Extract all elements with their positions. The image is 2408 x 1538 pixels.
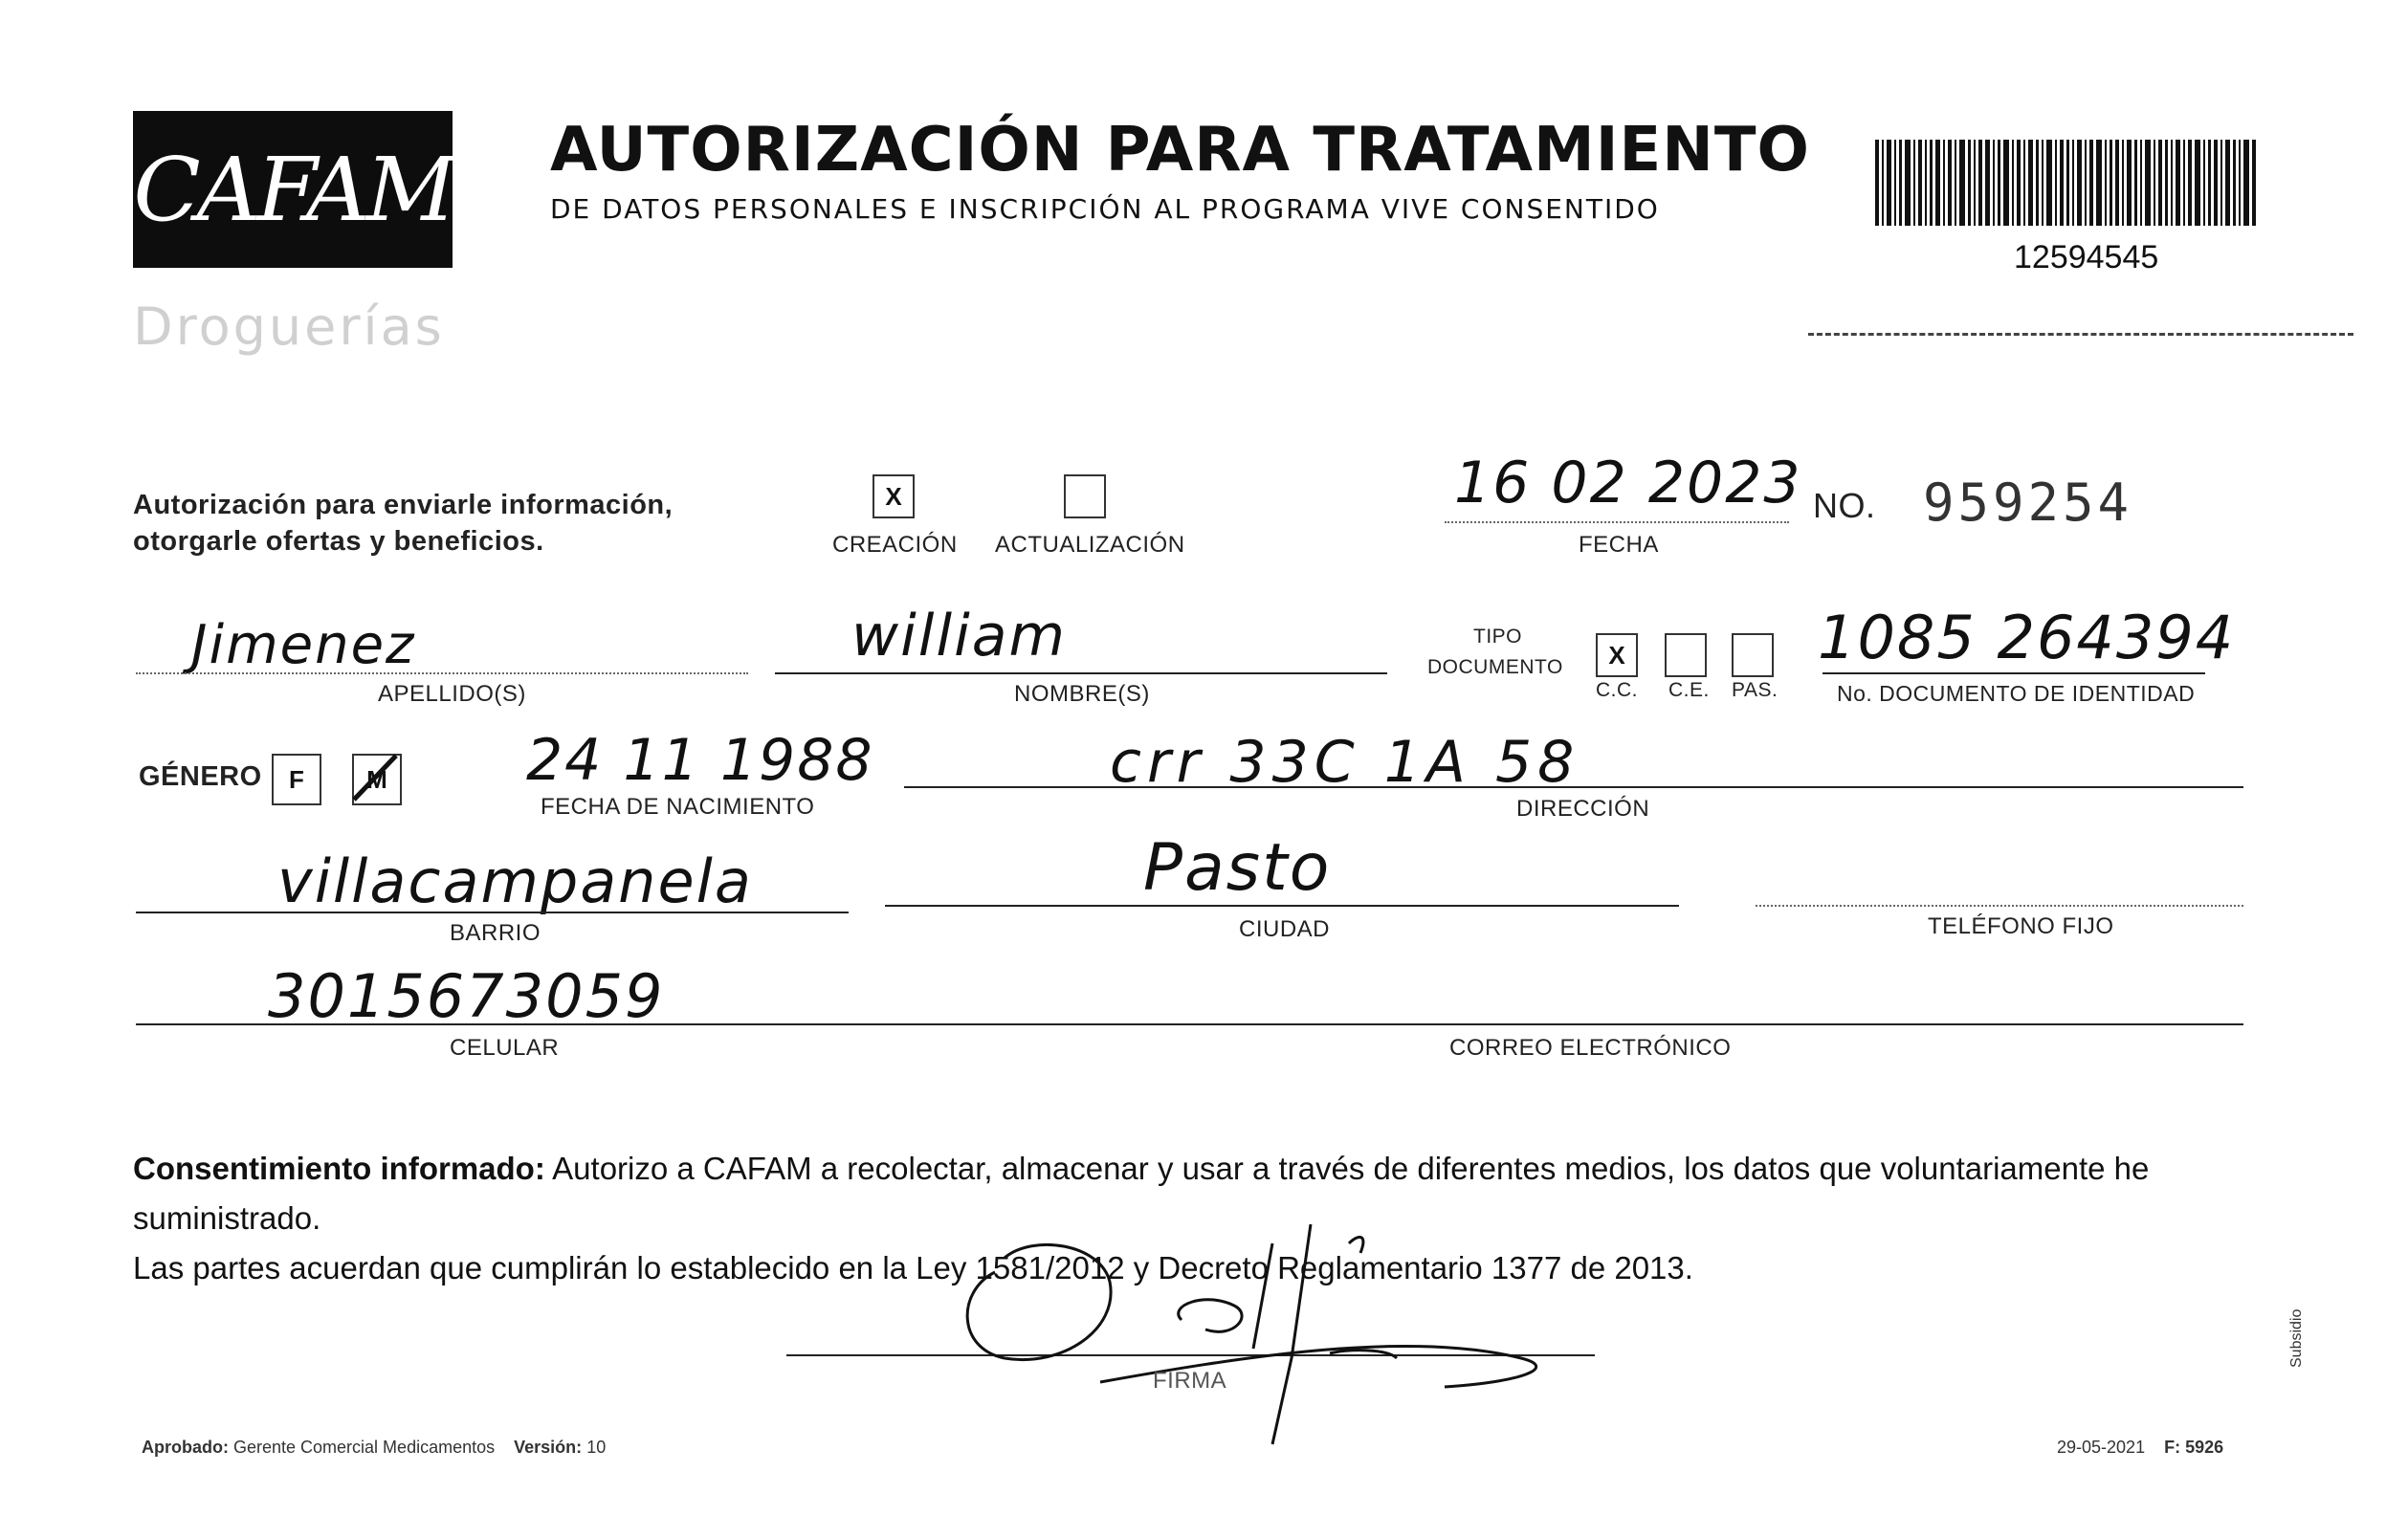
date-label: FECHA xyxy=(1579,532,1659,558)
mobile-value[interactable]: 3015673059 xyxy=(268,961,665,1031)
doc-number-line xyxy=(1823,672,2205,674)
name-value[interactable]: william xyxy=(851,603,1067,670)
surname-line xyxy=(136,672,748,674)
consent-text-2: Las partes acuerdan que cumplirán lo establecido en la Ley 1581/2012 y Decreto Reglamentario 1377 de 2013. xyxy=(133,1250,1693,1285)
neighborhood-value[interactable]: villacampanela xyxy=(277,846,753,916)
date-line xyxy=(1445,521,1789,523)
gender-f-label: F xyxy=(289,764,304,794)
barcode-number: 12594545 xyxy=(2014,239,2159,275)
gender-label: GÉNERO xyxy=(139,761,262,792)
neighborhood-label: BARRIO xyxy=(450,920,541,946)
email-line[interactable] xyxy=(847,1023,2243,1025)
date-value[interactable]: 16 02 2023 xyxy=(1454,450,1802,516)
approved-value: Gerente Comercial Medicamentos xyxy=(233,1438,496,1457)
form-code: F: 5926 xyxy=(2164,1438,2224,1457)
surname-label: APELLIDO(S) xyxy=(378,681,526,707)
cafam-logo xyxy=(133,111,453,268)
phone-line[interactable] xyxy=(1756,905,2243,907)
creation-checkbox[interactable] xyxy=(873,474,915,518)
doc-type-label-1: TIPO xyxy=(1473,626,1523,648)
birth-date-value[interactable]: 24 11 1988 xyxy=(526,727,874,794)
doc-type-label-2: DOCUMENTO xyxy=(1427,656,1563,678)
logo-subtitle: Droguerías xyxy=(133,297,445,357)
approved-label: Aprobado: xyxy=(142,1438,229,1457)
gender-m-check-mark xyxy=(348,750,402,805)
doc-ce-checkbox[interactable] xyxy=(1665,633,1707,677)
neighborhood-line xyxy=(136,912,849,913)
form-subtitle: DE DATOS PERSONALES E INSCRIPCIÓN AL PROGRAMA VIVE CONSENTIDO xyxy=(550,193,1660,225)
mobile-line xyxy=(136,1023,849,1025)
name-line xyxy=(775,672,1387,674)
doc-cc-label: C.C. xyxy=(1596,679,1638,701)
update-checkbox[interactable] xyxy=(1064,474,1106,518)
gender-m-label: M xyxy=(366,764,387,794)
authorization-line-1: Autorización para enviarle información, xyxy=(133,490,674,520)
signature-drawing[interactable] xyxy=(947,1215,1559,1473)
consent-heading: Consentimiento informado: xyxy=(133,1151,545,1186)
consent-text-1: Autorizo a CAFAM a recolectar, almacenar y usar a través de diferentes medios, los datos que voluntariamente he suministrado. xyxy=(133,1151,2150,1236)
email-label: CORREO ELECTRÓNICO xyxy=(1449,1035,1732,1061)
city-label: CIUDAD xyxy=(1239,916,1331,942)
footer-codes xyxy=(2057,1438,2223,1458)
address-line xyxy=(904,786,2243,788)
barcode-icon xyxy=(1875,140,2258,226)
name-label: NOMBRE(S) xyxy=(1014,681,1150,707)
form-title: AUTORIZACIÓN PARA TRATAMIENTO xyxy=(550,115,1810,186)
doc-cc-check-mark: X xyxy=(1608,640,1625,670)
number-label: NO. xyxy=(1813,486,1876,525)
address-value[interactable]: crr 33C 1A 58 xyxy=(1110,729,1580,796)
form-number: 959254 xyxy=(1923,472,2133,533)
birth-date-label: FECHA DE NACIMIENTO xyxy=(541,794,815,820)
version-value: 10 xyxy=(586,1438,607,1457)
logo-text: CAFAM xyxy=(133,138,453,241)
update-label: ACTUALIZACIÓN xyxy=(995,532,1185,558)
signature-label: FIRMA xyxy=(1153,1368,1227,1394)
doc-cc-checkbox[interactable] xyxy=(1596,633,1638,677)
phone-label: TELÉFONO FIJO xyxy=(1928,913,2114,939)
doc-pas-checkbox[interactable] xyxy=(1732,633,1774,677)
creation-check-mark: X xyxy=(885,481,902,511)
date-code: 29-05-2021 xyxy=(2057,1438,2146,1457)
divider xyxy=(1808,333,2353,336)
city-line xyxy=(885,905,1679,907)
creation-label: CREACIÓN xyxy=(832,532,958,558)
footer-approved xyxy=(142,1438,606,1458)
doc-ce-label: C.E. xyxy=(1668,679,1710,701)
city-value[interactable]: Pasto xyxy=(1143,830,1332,906)
version-label: Versión: xyxy=(514,1438,583,1457)
address-label: DIRECCIÓN xyxy=(1516,796,1650,822)
gender-f-checkbox[interactable] xyxy=(272,754,321,805)
surname-value[interactable]: Jimenez xyxy=(191,614,416,676)
side-text: Subsidio xyxy=(2288,1308,2305,1368)
doc-pas-label: PAS. xyxy=(1732,679,1778,701)
doc-number-label: No. DOCUMENTO DE IDENTIDAD xyxy=(1837,681,2196,706)
mobile-label: CELULAR xyxy=(450,1035,560,1061)
authorization-line-2: otorgarle ofertas y beneficios. xyxy=(133,526,544,557)
doc-number-value[interactable]: 1085 264394 xyxy=(1818,603,2236,672)
